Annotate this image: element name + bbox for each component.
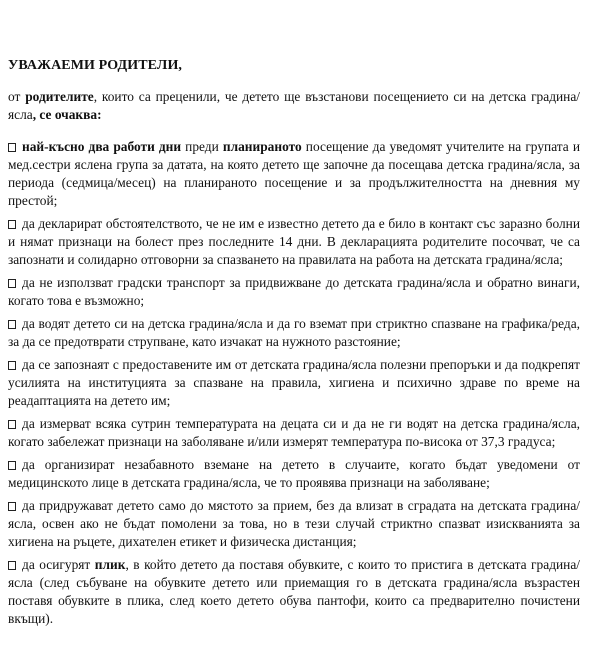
item-text: да измерват всяка сутрин температурата на децата си и да не ги водят на детска градина/ясла, когато забележат признаци на заболяване и/или измерят температура по-висока от 37,3 градуса;: [8, 416, 580, 449]
list-item: [8, 315, 580, 351]
item-text: да не използват градски транспорт за придвижване до детската градина/ясла и обратно винаги, когато това е възможно;: [8, 275, 580, 308]
page-title: УВАЖАЕМИ РОДИТЕЛИ,: [8, 58, 183, 73]
intro-text-pre: от: [8, 89, 26, 104]
checkbox-icon: [8, 502, 16, 511]
item-text: , в който детето да поставя обувките, с които то пристига в детската градина/ясла (след събуване на обувките детето или приемащия го в детската градина/ясла възрастен поставя обувките в плика, след което детето обува пантофи, които са предварително почистени вкъщи).: [8, 557, 581, 626]
list-item: [8, 356, 580, 410]
item-text: да организират незабавното вземане на детето в случаите, когато бъдат уведомени от медицинското лице в детската градина/ясла, че то проявява признаци на заболяване;: [8, 457, 580, 490]
checkbox-icon: [8, 461, 16, 470]
list-item: [8, 456, 580, 492]
intro-text-mid: , които са преценили, че детето ще възстанови посещението си на детска градина/ясла: [8, 89, 581, 122]
list-item: [8, 274, 580, 310]
list-item: [8, 415, 580, 451]
list-item: [8, 497, 580, 551]
checkbox-icon: [8, 361, 16, 370]
item-text: да придружават детето само до мястото за прием, без да влизат в сградата на детската градина/ясла, освен ако не бъдат помолени за това, но в тези случай стриктно спазват изискванията за хигиена на ръцете, дихателен етикет и физическа дистанция;: [8, 498, 580, 549]
item-text: да се запознаят с предоставените им от детската градина/ясла полезни препоръки и да подкрепят усилията на институцията за спазване на правила, хигиена и психично здраве по време на реадаптацията на детето им;: [8, 357, 580, 408]
intro-bold-expected: , се очаква:: [32, 107, 102, 122]
checkbox-icon: [8, 320, 16, 329]
checkbox-icon: [8, 561, 16, 570]
item-bold: планираното: [222, 139, 302, 154]
list-item: [8, 215, 580, 269]
item-text: преди: [181, 139, 223, 154]
checkbox-icon: [8, 143, 16, 152]
list-item: [8, 138, 580, 210]
item-text: да декларират обстоятелството, че не им е известно детето да е било в контакт със заразно болни и нямат признаци на болест през последните 14 дни. В декларацията родителите посочват, че са запознати и солидарно отговорни за спазването на правилата на работа на детската градина/ясла;: [8, 216, 580, 267]
intro-bold-parents: родителите: [25, 89, 94, 104]
item-bold: най-късно два работи дни: [22, 139, 182, 154]
item-text: посещение да уведомят учителите на групата и мед.сестри яслена група за датата, на която детето ще започне да посещава детска градина/ясла, за периода (седмица/месец) на планираното посещение и за продължителността на дневния му престой;: [8, 139, 580, 208]
checkbox-icon: [8, 220, 16, 229]
item-text: да водят детето си на детска градина/ясла и да го вземат при стриктно спазване на графика/реда, за да се предотврати струпване, като изчакат на нужното разстояние;: [8, 316, 580, 349]
checkbox-icon: [8, 420, 16, 429]
item-text: да осигурят: [22, 557, 95, 572]
checkbox-icon: [8, 279, 16, 288]
item-bold: плик: [94, 557, 126, 572]
intro-paragraph: [8, 88, 580, 124]
list-item: [8, 556, 580, 628]
